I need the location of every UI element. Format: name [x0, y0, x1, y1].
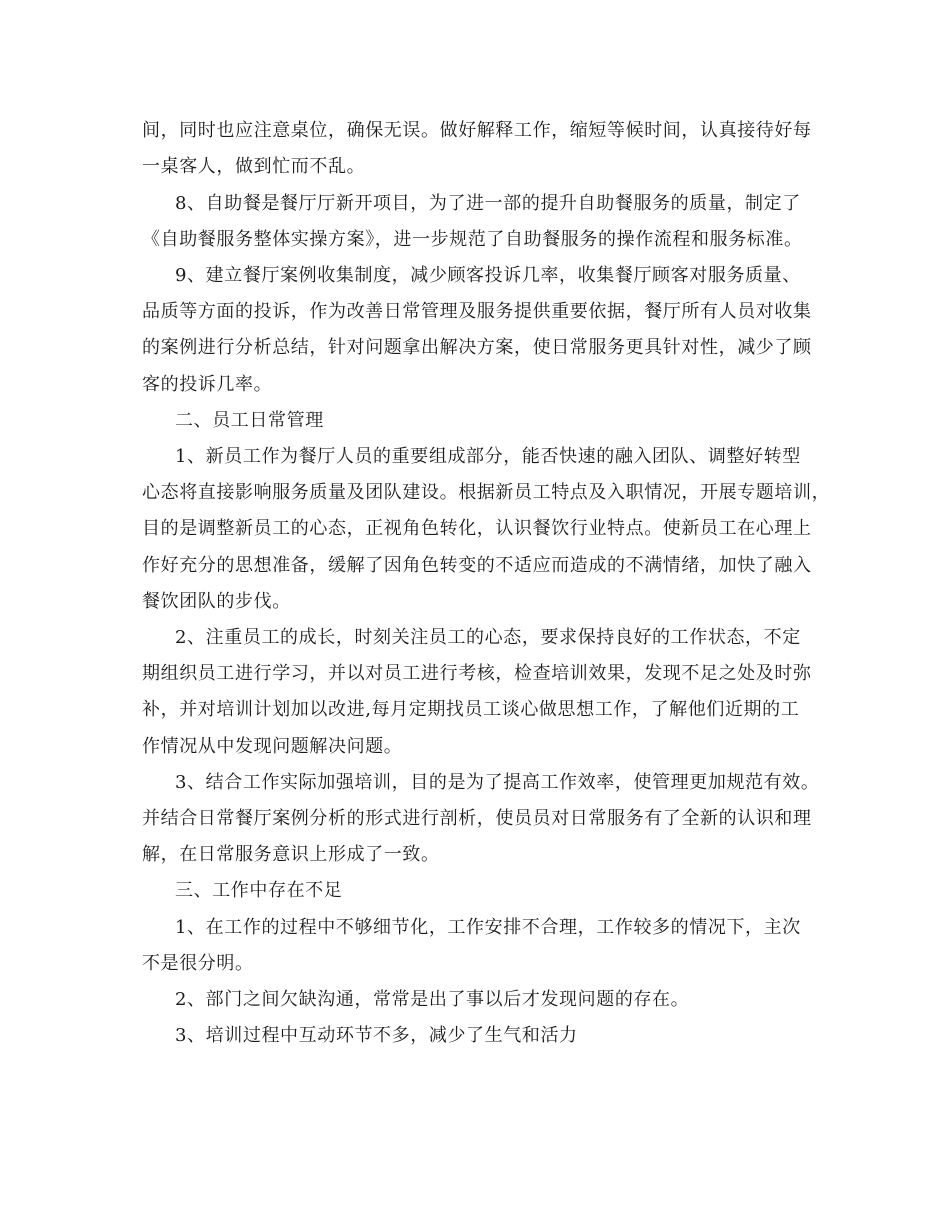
text-line: 2、部门之间欠缺沟通，常常是出了事以后才发现问题的存在。 [175, 989, 690, 1010]
section-heading: 三、工作中存在不足 [175, 880, 343, 901]
text-line: 1、新员工作为餐厅人员的重要组成部分，能否快速的融入团队、调整好转型 [175, 446, 801, 467]
text-line: 解，在日常服务意识上形成了一致。 [142, 844, 440, 865]
text-line: 期组织员工进行学习，并以对员工进行考核，检查培训效果，发现不足之处及时弥 [142, 663, 812, 684]
text-line: 《自助餐服务整体实操方案》，进一步规范了自助餐服务的操作流程和服务标准。 [142, 229, 803, 250]
text-line: 9、建立餐厅案例收集制度，减少顾客投诉几率，收集餐厅顾客对服务质量、 [175, 265, 801, 286]
text-line: 目的是调整新员工的心态，正视角色转化，认识餐饮行业特点。使新员工在心理上 [142, 518, 812, 539]
text-line: 间，同时也应注意桌位，确保无误。做好解释工作，缩短等候时间，认真接待好每 [142, 120, 812, 141]
text-line: 客的投诉几率。 [142, 374, 273, 395]
text-line: 补，并对培训计划加以改进,每月定期找员工谈心做思想工作，了解他们近期的工 [142, 699, 800, 720]
text-line: 3、结合工作实际加强培训，目的是为了提高工作效率，使管理更加规范有效。 [175, 772, 820, 793]
text-line: 的案例进行分析总结，针对问题拿出解决方案，使日常服务更具针对性，减少了顾 [142, 337, 812, 358]
text-line: 餐饮团队的步伐。 [142, 591, 291, 612]
text-line: 品质等方面的投诉，作为改善日常管理及服务提供重要依据，餐厅所有人员对收集 [142, 301, 812, 322]
text-line: 一桌客人，做到忙而不乱。 [142, 156, 366, 177]
text-line: 8、自助餐是餐厅厅新开项目，为了进一部的提升自助餐服务的质量，制定了 [175, 193, 801, 214]
section-heading: 二、员工日常管理 [175, 410, 324, 431]
text-line: 作情况从中发现问题解决问题。 [142, 736, 403, 757]
text-line: 作好充分的思想准备，缓解了因角色转变的不适应而造成的不满情绪，加快了融入 [142, 555, 812, 576]
text-line: 不是很分明。 [142, 953, 254, 974]
text-line: 心态将直接影响服务质量及团队建设。根据新员工特点及入职情况，开展专题培训， [142, 482, 831, 503]
text-line: 并结合日常餐厅案例分析的形式进行剖析，使员员对日常服务有了全新的认识和理 [142, 808, 812, 829]
text-line: 2、注重员工的成长，时刻关注员工的心态，要求保持良好的工作状态，不定 [175, 627, 801, 648]
text-line: 3、培训过程中互动环节不多，减少了生气和活力 [175, 1025, 578, 1046]
text-line: 1、在工作的过程中不够细节化，工作安排不合理，工作较多的情况下，主次 [175, 917, 801, 938]
